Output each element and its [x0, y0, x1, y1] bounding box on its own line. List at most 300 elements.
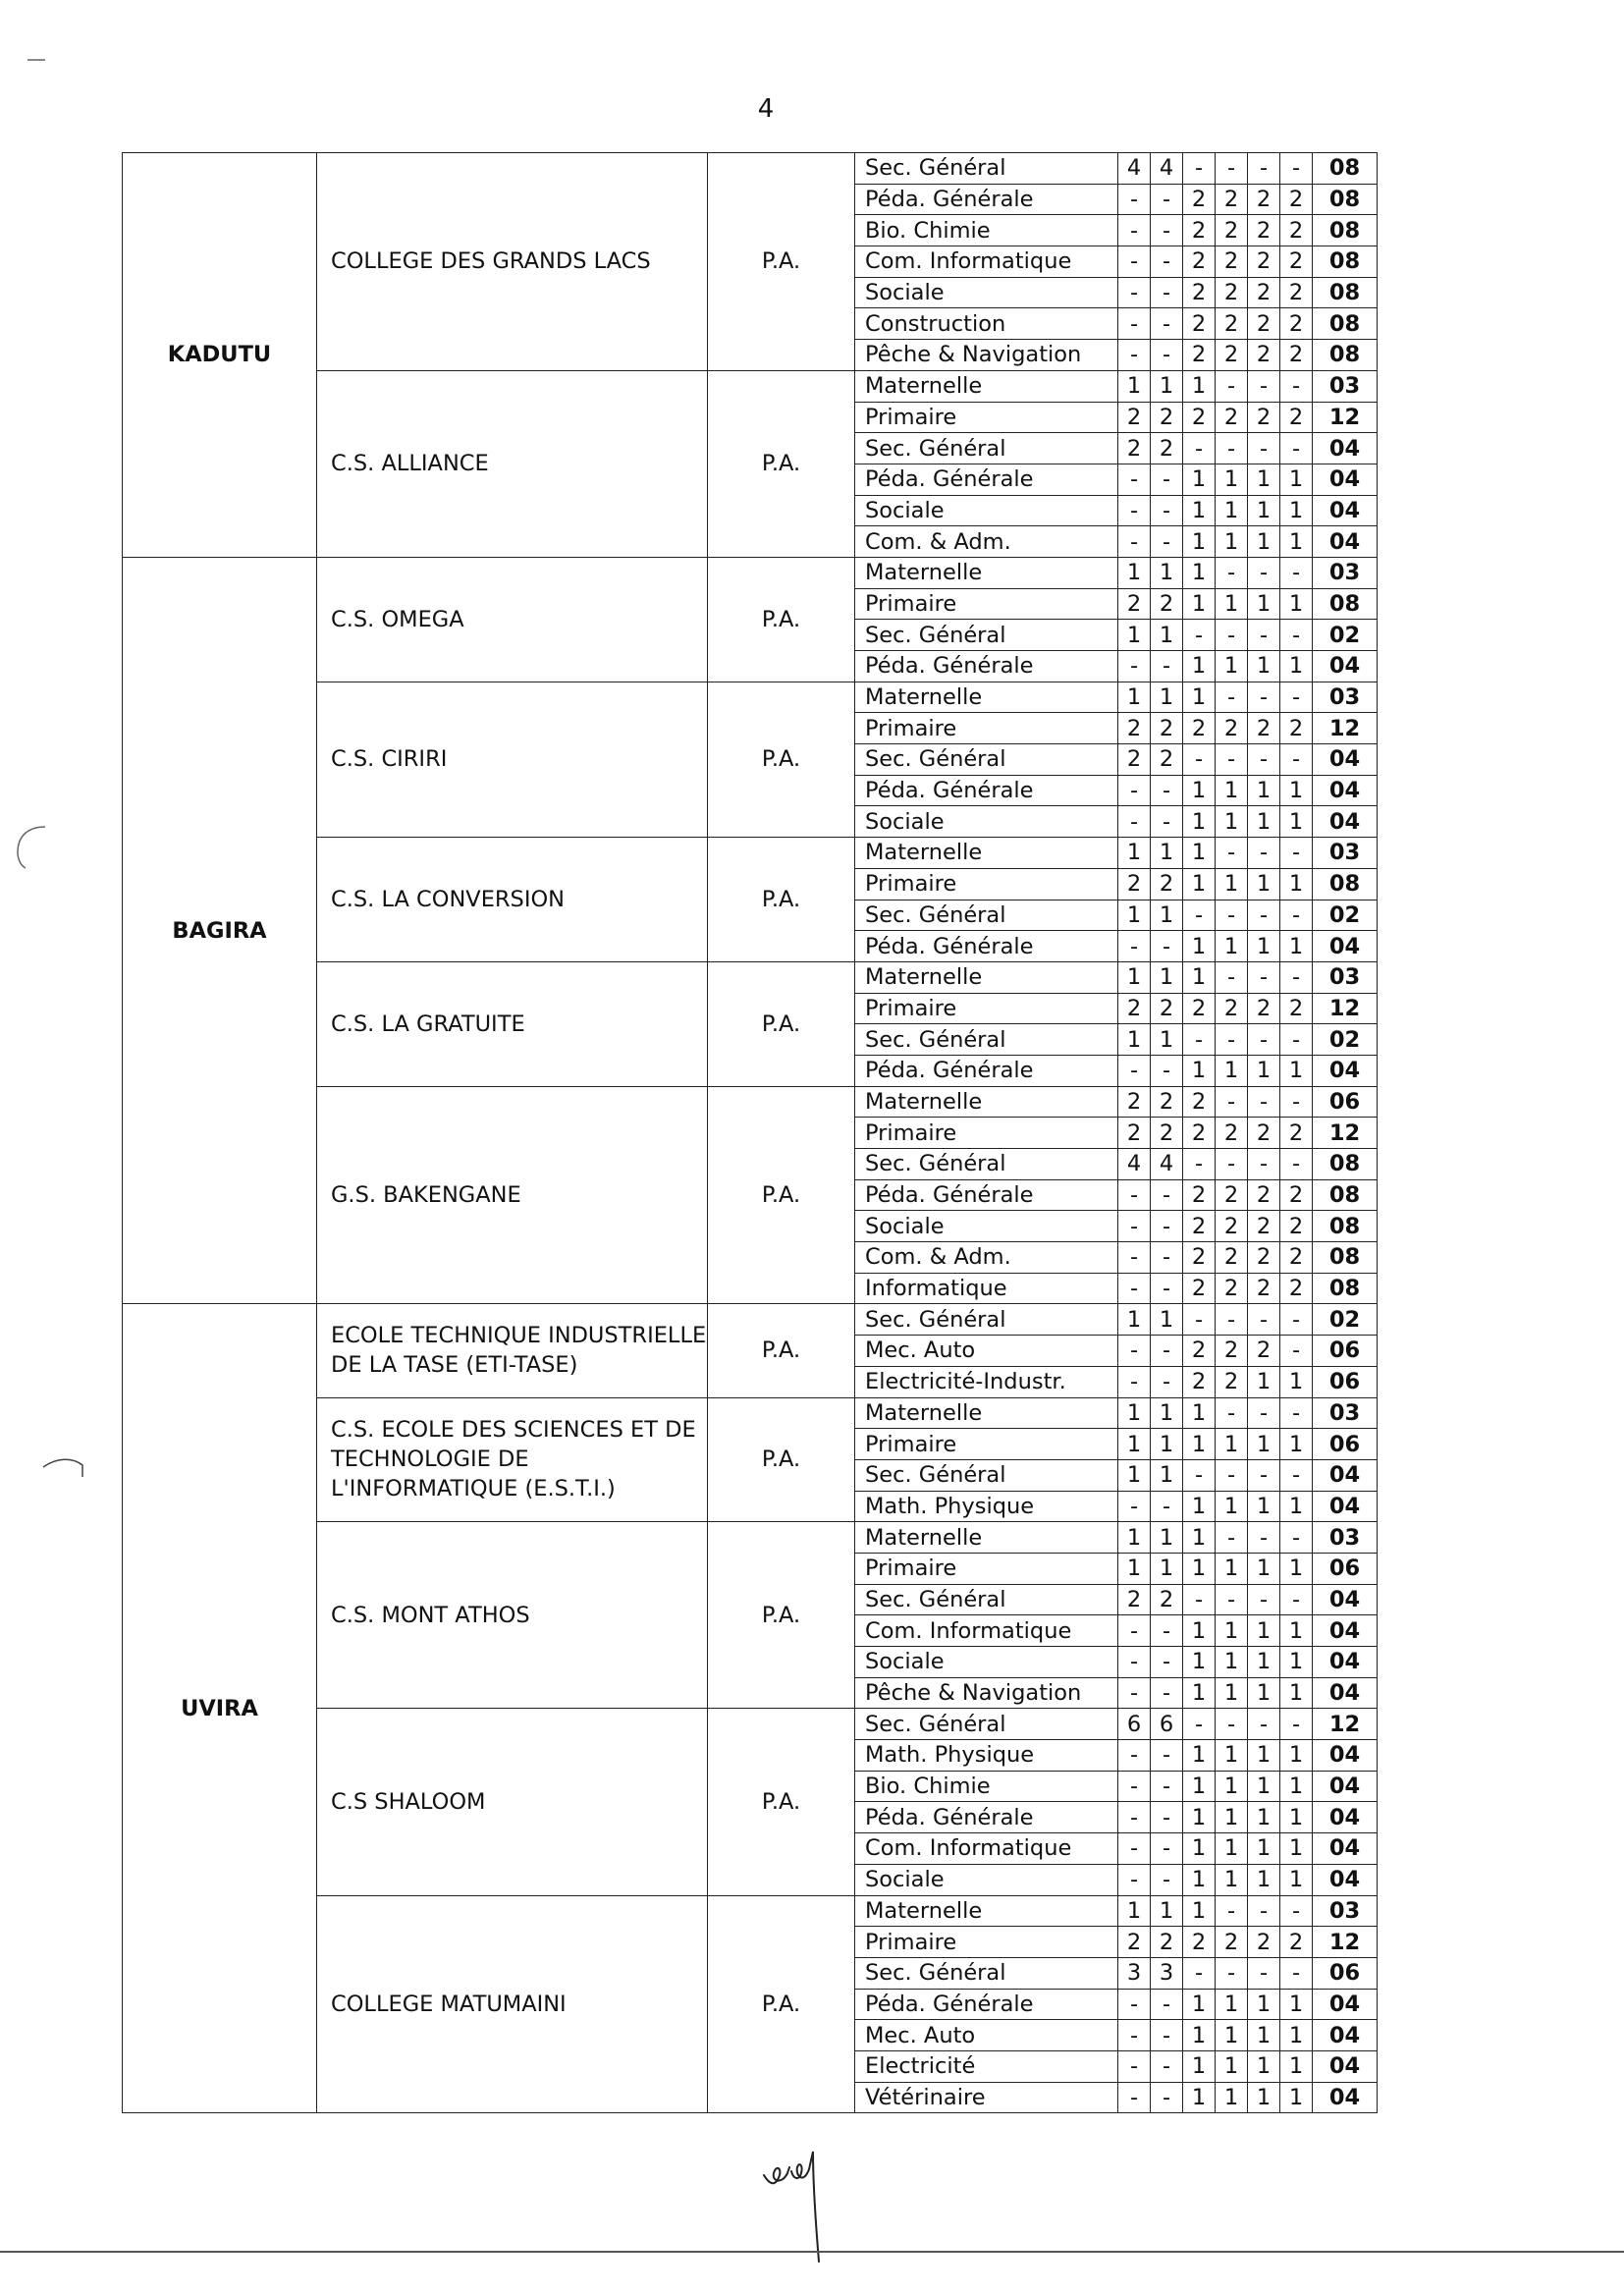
total-cell: 03 [1313, 961, 1378, 993]
count-cell: - [1151, 1179, 1183, 1211]
count-cell: 1 [1151, 1397, 1183, 1429]
option-cell: Sec. Général [855, 1957, 1118, 1989]
count-cell: 1 [1280, 1833, 1313, 1865]
option-cell: Primaire [855, 868, 1118, 900]
count-cell: - [1118, 1771, 1151, 1802]
count-cell: 1 [1216, 1491, 1248, 1522]
count-cell: - [1151, 775, 1183, 806]
total-cell: 08 [1313, 1179, 1378, 1211]
count-cell: 1 [1216, 775, 1248, 806]
count-cell: 3 [1118, 1957, 1151, 1989]
count-cell: 1 [1248, 2082, 1280, 2113]
school-name: ECOLE TECHNIQUE INDUSTRIELLE DE LA TASE (ETI-TASE) [317, 1304, 708, 1397]
count-cell: 1 [1183, 1895, 1216, 1927]
option-cell: Primaire [855, 1927, 1118, 1958]
count-cell: - [1248, 1024, 1280, 1056]
count-cell: 1 [1280, 1366, 1313, 1397]
count-cell: 2 [1280, 713, 1313, 744]
count-cell: 1 [1183, 1055, 1216, 1086]
count-cell: 1 [1118, 682, 1151, 713]
count-cell: - [1280, 557, 1313, 588]
count-cell: - [1151, 1677, 1183, 1709]
count-cell: - [1151, 495, 1183, 526]
count-cell: - [1248, 1459, 1280, 1491]
count-cell: - [1248, 1895, 1280, 1927]
count-cell: - [1183, 1024, 1216, 1056]
option-cell: Péda. Générale [855, 1055, 1118, 1086]
option-cell: Vétérinaire [855, 2082, 1118, 2113]
count-cell: 1 [1183, 775, 1216, 806]
total-cell: 06 [1313, 1429, 1378, 1460]
option-cell: Péda. Générale [855, 931, 1118, 962]
count-cell: - [1280, 744, 1313, 776]
count-cell: - [1118, 1055, 1151, 1086]
count-cell: 2 [1183, 1179, 1216, 1211]
count-cell: 1 [1216, 1833, 1248, 1865]
total-cell: 04 [1313, 1771, 1378, 1802]
count-cell: - [1216, 370, 1248, 402]
count-cell: 2 [1280, 1273, 1313, 1304]
count-cell: 1 [1183, 1802, 1216, 1833]
regime-cell: P.A. [708, 1895, 855, 2113]
school-name: G.S. BAKENGANE [317, 1086, 708, 1304]
count-cell: 1 [1280, 2020, 1313, 2051]
count-cell: 1 [1280, 2050, 1313, 2082]
count-cell: 2 [1216, 1118, 1248, 1149]
count-cell: - [1151, 651, 1183, 682]
option-cell: Sec. Général [855, 1024, 1118, 1056]
count-cell: 1 [1216, 1771, 1248, 1802]
count-cell: 2 [1280, 340, 1313, 371]
count-cell: - [1248, 557, 1280, 588]
option-cell: Sec. Général [855, 1584, 1118, 1615]
count-cell: - [1248, 900, 1280, 931]
option-cell: Sec. Général [855, 620, 1118, 651]
regime-cell: P.A. [708, 838, 855, 962]
option-cell: Com. Informatique [855, 1833, 1118, 1865]
count-cell: 2 [1248, 1927, 1280, 1958]
count-cell: 1 [1248, 1366, 1280, 1397]
count-cell: - [1118, 340, 1151, 371]
option-cell: Maternelle [855, 1522, 1118, 1554]
count-cell: 1 [1118, 620, 1151, 651]
total-cell: 08 [1313, 1149, 1378, 1180]
count-cell: - [1118, 1677, 1151, 1709]
school-name: C.S. MONT ATHOS [317, 1522, 708, 1709]
count-cell: 2 [1248, 993, 1280, 1024]
count-cell: 1 [1183, 1553, 1216, 1584]
count-cell: 1 [1118, 1522, 1151, 1554]
count-cell: 1 [1118, 370, 1151, 402]
count-cell: 1 [1280, 526, 1313, 558]
count-cell: 1 [1118, 1429, 1151, 1460]
option-cell: Primaire [855, 993, 1118, 1024]
count-cell: - [1248, 1522, 1280, 1554]
total-cell: 12 [1313, 993, 1378, 1024]
total-cell: 02 [1313, 620, 1378, 651]
count-cell: 1 [1183, 2050, 1216, 2082]
count-cell: 1 [1151, 1522, 1183, 1554]
total-cell: 06 [1313, 1366, 1378, 1397]
count-cell: - [1248, 153, 1280, 185]
count-cell: - [1216, 620, 1248, 651]
count-cell: 1 [1183, 1429, 1216, 1460]
count-cell: 1 [1183, 370, 1216, 402]
margin-mark [10, 823, 49, 872]
count-cell: 1 [1280, 464, 1313, 495]
table-row [123, 1304, 1378, 1336]
count-cell: - [1280, 1397, 1313, 1429]
count-cell: 1 [1248, 1677, 1280, 1709]
count-cell: - [1280, 1336, 1313, 1367]
count-cell: 2 [1280, 184, 1313, 215]
option-cell: Com. Informatique [855, 1615, 1118, 1647]
count-cell: 1 [1183, 495, 1216, 526]
count-cell: 1 [1183, 931, 1216, 962]
regime-cell: P.A. [708, 153, 855, 371]
count-cell: 1 [1280, 868, 1313, 900]
total-cell: 04 [1313, 2050, 1378, 2082]
count-cell: - [1118, 1366, 1151, 1397]
count-cell: 2 [1151, 1086, 1183, 1118]
count-cell: 1 [1280, 806, 1313, 838]
option-cell: Maternelle [855, 961, 1118, 993]
count-cell: - [1151, 2050, 1183, 2082]
count-cell: 1 [1183, 557, 1216, 588]
option-cell: Com. & Adm. [855, 526, 1118, 558]
count-cell: 2 [1118, 713, 1151, 744]
count-cell: 2 [1280, 308, 1313, 340]
count-cell: 1 [1248, 1802, 1280, 1833]
count-cell: - [1118, 651, 1151, 682]
count-cell: 2 [1183, 1366, 1216, 1397]
count-cell: - [1280, 1149, 1313, 1180]
count-cell: - [1118, 2050, 1151, 2082]
total-cell: 02 [1313, 1304, 1378, 1336]
count-cell: 1 [1151, 557, 1183, 588]
count-cell: 1 [1183, 1989, 1216, 2020]
count-cell: - [1151, 308, 1183, 340]
count-cell: - [1151, 1242, 1183, 1274]
count-cell: 1 [1280, 1553, 1313, 1584]
count-cell: 2 [1280, 1211, 1313, 1242]
total-cell: 08 [1313, 277, 1378, 308]
count-cell: 1 [1280, 1771, 1313, 1802]
total-cell: 08 [1313, 153, 1378, 185]
count-cell: 1 [1248, 1429, 1280, 1460]
count-cell: 2 [1216, 402, 1248, 433]
total-cell: 04 [1313, 744, 1378, 776]
school-name: C.S. CIRIRI [317, 682, 708, 837]
count-cell: 1 [1216, 464, 1248, 495]
regime-cell: P.A. [708, 1086, 855, 1304]
option-cell: Math. Physique [855, 1491, 1118, 1522]
option-cell: Bio. Chimie [855, 215, 1118, 246]
total-cell: 06 [1313, 1336, 1378, 1367]
total-cell: 08 [1313, 184, 1378, 215]
count-cell: 2 [1216, 308, 1248, 340]
regime-cell: P.A. [708, 1709, 855, 1895]
count-cell: 2 [1151, 993, 1183, 1024]
total-cell: 08 [1313, 1273, 1378, 1304]
count-cell: 2 [1183, 340, 1216, 371]
total-cell: 03 [1313, 557, 1378, 588]
count-cell: - [1216, 1304, 1248, 1336]
total-cell: 08 [1313, 1211, 1378, 1242]
option-cell: Sec. Général [855, 1709, 1118, 1740]
count-cell: - [1118, 1615, 1151, 1647]
count-cell: - [1216, 1957, 1248, 1989]
count-cell: - [1118, 1833, 1151, 1865]
count-cell: 1 [1248, 806, 1280, 838]
count-cell: 1 [1183, 651, 1216, 682]
count-cell: - [1248, 838, 1280, 869]
count-cell: 2 [1118, 1118, 1151, 1149]
total-cell: 03 [1313, 1397, 1378, 1429]
count-cell: - [1118, 1864, 1151, 1895]
count-cell: 2 [1216, 1273, 1248, 1304]
option-cell: Sociale [855, 495, 1118, 526]
option-cell: Sec. Général [855, 153, 1118, 185]
margin-mark [39, 1453, 88, 1483]
total-cell: 08 [1313, 246, 1378, 278]
total-cell: 08 [1313, 588, 1378, 620]
province-cell: KADUTU [123, 153, 317, 558]
count-cell: - [1118, 1242, 1151, 1274]
total-cell: 04 [1313, 1584, 1378, 1615]
school-name: C.S. LA CONVERSION [317, 838, 708, 962]
count-cell: 1 [1216, 1429, 1248, 1460]
total-cell: 04 [1313, 1989, 1378, 2020]
count-cell: - [1118, 806, 1151, 838]
count-cell: 1 [1118, 1024, 1151, 1056]
count-cell: 2 [1183, 402, 1216, 433]
count-cell: - [1183, 1149, 1216, 1180]
count-cell: 1 [1248, 651, 1280, 682]
option-cell: Maternelle [855, 1895, 1118, 1927]
count-cell: - [1118, 526, 1151, 558]
total-cell: 02 [1313, 900, 1378, 931]
count-cell: 2 [1151, 1584, 1183, 1615]
count-cell: 1 [1118, 838, 1151, 869]
count-cell: - [1118, 2020, 1151, 2051]
count-cell: - [1216, 1459, 1248, 1491]
count-cell: 1 [1216, 1989, 1248, 2020]
count-cell: - [1118, 1740, 1151, 1772]
count-cell: 2 [1151, 402, 1183, 433]
count-cell: 2 [1216, 1927, 1248, 1958]
count-cell: 1 [1216, 1740, 1248, 1772]
count-cell: - [1118, 1273, 1151, 1304]
count-cell: 2 [1216, 993, 1248, 1024]
count-cell: 1 [1151, 1553, 1183, 1584]
count-cell: 1 [1118, 1895, 1151, 1927]
count-cell: 1 [1183, 1864, 1216, 1895]
count-cell: - [1118, 2082, 1151, 2113]
count-cell: - [1151, 1740, 1183, 1772]
total-cell: 04 [1313, 1615, 1378, 1647]
count-cell: - [1280, 961, 1313, 993]
count-cell: 1 [1248, 1055, 1280, 1086]
option-cell: Sociale [855, 1647, 1118, 1678]
count-cell: 1 [1216, 806, 1248, 838]
school-name: C.S. ALLIANCE [317, 370, 708, 557]
total-cell: 12 [1313, 1927, 1378, 1958]
count-cell: 1 [1151, 682, 1183, 713]
count-cell: 1 [1216, 1677, 1248, 1709]
count-cell: - [1216, 1086, 1248, 1118]
total-cell: 03 [1313, 682, 1378, 713]
count-cell: 2 [1248, 215, 1280, 246]
count-cell: - [1151, 806, 1183, 838]
count-cell: - [1151, 277, 1183, 308]
count-cell: 1 [1151, 1429, 1183, 1460]
total-cell: 04 [1313, 931, 1378, 962]
count-cell: - [1151, 184, 1183, 215]
count-cell: - [1216, 838, 1248, 869]
regime-cell: P.A. [708, 682, 855, 837]
count-cell: - [1216, 744, 1248, 776]
count-cell: 2 [1183, 1118, 1216, 1149]
count-cell: - [1118, 495, 1151, 526]
count-cell: 1 [1151, 1895, 1183, 1927]
count-cell: - [1151, 1864, 1183, 1895]
count-cell: - [1248, 1086, 1280, 1118]
count-cell: - [1280, 682, 1313, 713]
count-cell: 2 [1248, 308, 1280, 340]
option-cell: Math. Physique [855, 1740, 1118, 1772]
count-cell: 1 [1216, 2020, 1248, 2051]
count-cell: 1 [1248, 1647, 1280, 1678]
total-cell: 04 [1313, 651, 1378, 682]
count-cell: 2 [1216, 1336, 1248, 1367]
count-cell: 1 [1216, 651, 1248, 682]
count-cell: 1 [1280, 1677, 1313, 1709]
count-cell: - [1118, 184, 1151, 215]
count-cell: 2 [1248, 246, 1280, 278]
count-cell: 2 [1280, 1927, 1313, 1958]
total-cell: 12 [1313, 1118, 1378, 1149]
count-cell: - [1280, 1709, 1313, 1740]
count-cell: 1 [1216, 1553, 1248, 1584]
count-cell: - [1216, 1522, 1248, 1554]
count-cell: 2 [1118, 993, 1151, 1024]
count-cell: 2 [1248, 277, 1280, 308]
count-cell: - [1151, 2082, 1183, 2113]
count-cell: - [1118, 1179, 1151, 1211]
count-cell: - [1280, 1459, 1313, 1491]
count-cell: 2 [1216, 713, 1248, 744]
count-cell: - [1118, 1336, 1151, 1367]
count-cell: 1 [1216, 868, 1248, 900]
count-cell: - [1216, 1149, 1248, 1180]
count-cell: 1 [1216, 1615, 1248, 1647]
count-cell: 2 [1183, 277, 1216, 308]
count-cell: 1 [1248, 1553, 1280, 1584]
option-cell: Péda. Générale [855, 184, 1118, 215]
count-cell: 2 [1118, 433, 1151, 464]
count-cell: 1 [1183, 838, 1216, 869]
total-cell: 06 [1313, 1086, 1378, 1118]
school-name: C.S. OMEGA [317, 557, 708, 682]
page-number: 4 [757, 94, 775, 124]
option-cell: Primaire [855, 1118, 1118, 1149]
regime-cell: P.A. [708, 1522, 855, 1709]
total-cell: 03 [1313, 838, 1378, 869]
count-cell: 1 [1118, 557, 1151, 588]
count-cell: - [1183, 620, 1216, 651]
count-cell: 4 [1118, 153, 1151, 185]
count-cell: 1 [1151, 620, 1183, 651]
count-cell: 1 [1248, 1615, 1280, 1647]
total-cell: 03 [1313, 1522, 1378, 1554]
count-cell: - [1216, 433, 1248, 464]
option-cell: Sec. Général [855, 1304, 1118, 1336]
count-cell: 2 [1216, 1211, 1248, 1242]
option-cell: Primaire [855, 713, 1118, 744]
count-cell: 1 [1248, 931, 1280, 962]
option-cell: Primaire [855, 402, 1118, 433]
count-cell: 1 [1183, 868, 1216, 900]
count-cell: - [1118, 1802, 1151, 1833]
option-cell: Electricité-Industr. [855, 1366, 1118, 1397]
count-cell: 2 [1280, 1179, 1313, 1211]
count-cell: 1 [1280, 1615, 1313, 1647]
count-cell: 1 [1216, 495, 1248, 526]
count-cell: 1 [1151, 1304, 1183, 1336]
school-name: C.S SHALOOM [317, 1709, 708, 1895]
total-cell: 12 [1313, 1709, 1378, 1740]
table-row [123, 153, 1378, 185]
count-cell: 2 [1248, 1336, 1280, 1367]
count-cell: - [1118, 1647, 1151, 1678]
count-cell: 6 [1151, 1709, 1183, 1740]
count-cell: 2 [1280, 1118, 1313, 1149]
count-cell: - [1183, 744, 1216, 776]
option-cell: Péda. Générale [855, 464, 1118, 495]
count-cell: 1 [1280, 651, 1313, 682]
option-cell: Mec. Auto [855, 2020, 1118, 2051]
total-cell: 08 [1313, 308, 1378, 340]
count-cell: - [1151, 1615, 1183, 1647]
count-cell: 1 [1248, 588, 1280, 620]
option-cell: Péda. Générale [855, 1179, 1118, 1211]
total-cell: 04 [1313, 433, 1378, 464]
count-cell: 1 [1248, 2020, 1280, 2051]
count-cell: 2 [1118, 1927, 1151, 1958]
count-cell: 2 [1216, 184, 1248, 215]
count-cell: 2 [1280, 1242, 1313, 1274]
count-cell: 2 [1151, 1927, 1183, 1958]
count-cell: - [1216, 1895, 1248, 1927]
count-cell: - [1280, 370, 1313, 402]
count-cell: 1 [1183, 588, 1216, 620]
count-cell: 1 [1216, 526, 1248, 558]
count-cell: 1 [1248, 1833, 1280, 1865]
count-cell: 1 [1183, 961, 1216, 993]
count-cell: 2 [1118, 588, 1151, 620]
count-cell: 1 [1151, 1024, 1183, 1056]
count-cell: - [1216, 1709, 1248, 1740]
count-cell: - [1151, 1833, 1183, 1865]
total-cell: 04 [1313, 1491, 1378, 1522]
count-cell: 1 [1280, 1802, 1313, 1833]
option-cell: Sec. Général [855, 744, 1118, 776]
school-name: COLLEGE MATUMAINI [317, 1895, 708, 2113]
total-cell: 04 [1313, 2020, 1378, 2051]
count-cell: - [1248, 1397, 1280, 1429]
count-cell: 2 [1248, 1179, 1280, 1211]
